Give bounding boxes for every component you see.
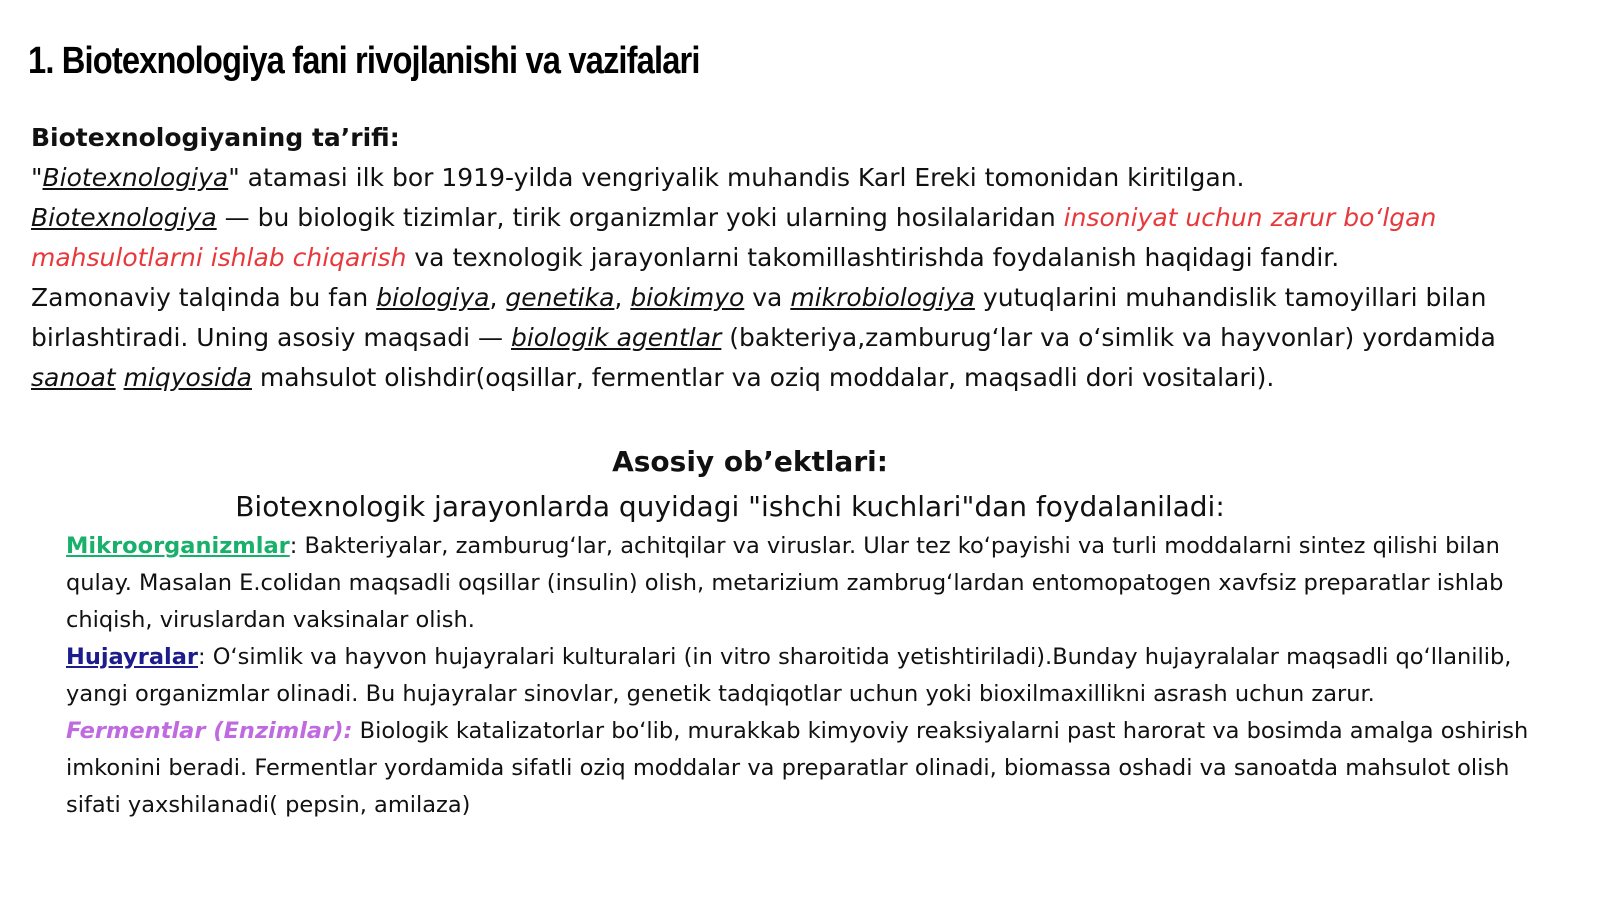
definition-heading: Biotexnologiyaning ta’rifi: [31,123,400,152]
term-biotexnologiya: Biotexnologiya [42,163,229,192]
object-item-cells [66,639,1546,713]
sep-1: , [489,283,506,312]
modern-text-3: (bakteriya,zamburugʻlar va oʻsimlik va hayvonlar) yordamida [721,323,1496,352]
definition-paragraph-meaning [31,198,1511,278]
modern-text-2: yutuqlarini muhandislik tamoyillari bilan birlashtiradi. Uning asosiy maqsadi — [31,283,1487,352]
cells-text: Oʻsimlik va hayvon hujayralari kulturalari (in vitro sharoitida yetishtiriladi).Bunday hujayralalar maqsadli qoʻllanilib, yangi organizmlar olinadi. Bu hujayralar sinovlar, genetik tadqiqotlar uchun yoki bioxilmaxillikni asrash uchun zarur. [66,644,1512,707]
term-sanoat: sanoat [31,363,116,392]
modern-text-1: Zamonaviy talqinda bu fan [31,283,377,312]
objects-heading: Asosiy ob’ektlari: [612,445,888,478]
meaning-text-2: va texnologik jarayonlarni takomillashtirishda foydalanish haqidagi fandir. [406,243,1340,272]
term-biotexnologiya-definition: Biotexnologiya [31,203,217,232]
microorganisms-text: Bakteriyalar, zamburugʻlar, achitqilar va viruslar. Ular tez koʻpayishi va turli moddalarni sintez qilishi bilan qulay. Masalan E.colidan maqsadli oqsillar (insulin) olish, metarizium zambrugʻlardan entomopatogen xavfsiz preparatlar ishlab chiqish, viruslardan vaksinalar olish. [66,533,1504,633]
definition-section [31,118,1511,398]
sep-4 [116,363,124,392]
term-biokimyo: biokimyo [630,283,745,312]
meaning-text-1: — bu biologik tizimlar, tirik organizmlar yoki ularning hosilalaridan [216,203,1064,232]
term-mikrobiologiya: mikrobiologiya [790,283,975,312]
term-mikroorganizmlar: Mikroorganizmlar [66,533,290,559]
enzymes-text: Biologik katalizatorlar boʻlib, murakkab kimyoviy reaksiyalarni past harorat va bosimda amalga oshirish imkonini beradi. Fermentlar yordamida sifatli oziq moddalar va preparatlar olinadi, biomassa oshadi va sanoatda mahsulot olish sifati yaxshilanadi( pepsin, amilaza) [66,718,1529,818]
meaning-highlight: insoniyat uchun zarur boʻlgan mahsulotlarni ishlab chiqarish [31,203,1437,272]
definition-paragraph-modern [31,278,1511,398]
quote-open: " [31,163,43,192]
term-hujayralar: Hujayralar [66,644,198,670]
cells-colon: : [198,644,206,670]
definition-paragraph-origin [31,158,1511,198]
origin-text: " atamasi ilk bor 1919-yilda vengriyalik muhandis Karl Ereki tomonidan kiritilgan. [228,163,1245,192]
objects-subheading: Biotexnologik jarayonlarda quyidagi "ishchi kuchlari"dan foydalaniladi: [235,490,1225,523]
page-title: 1. Biotexnologiya fani rivojlanishi va vazifalari [28,40,700,82]
modern-text-4: mahsulot olishdir(oqsillar, fermentlar va oziq moddalar, maqsadli dori vositalari). [251,363,1275,392]
object-item-microorganisms [66,528,1546,639]
term-genetika: genetika [505,283,615,312]
sep-2: , [614,283,631,312]
term-miqyosida: miqyosida [123,363,252,392]
objects-list [66,528,1546,824]
term-fermentlar: Fermentlar (Enzimlar): [66,718,353,744]
sep-3: va [744,283,791,312]
microorganisms-colon: : [289,533,298,559]
term-biologiya: biologiya [376,283,490,312]
object-item-enzymes [66,713,1546,824]
term-biologik-agentlar: biologik agentlar [510,323,722,352]
